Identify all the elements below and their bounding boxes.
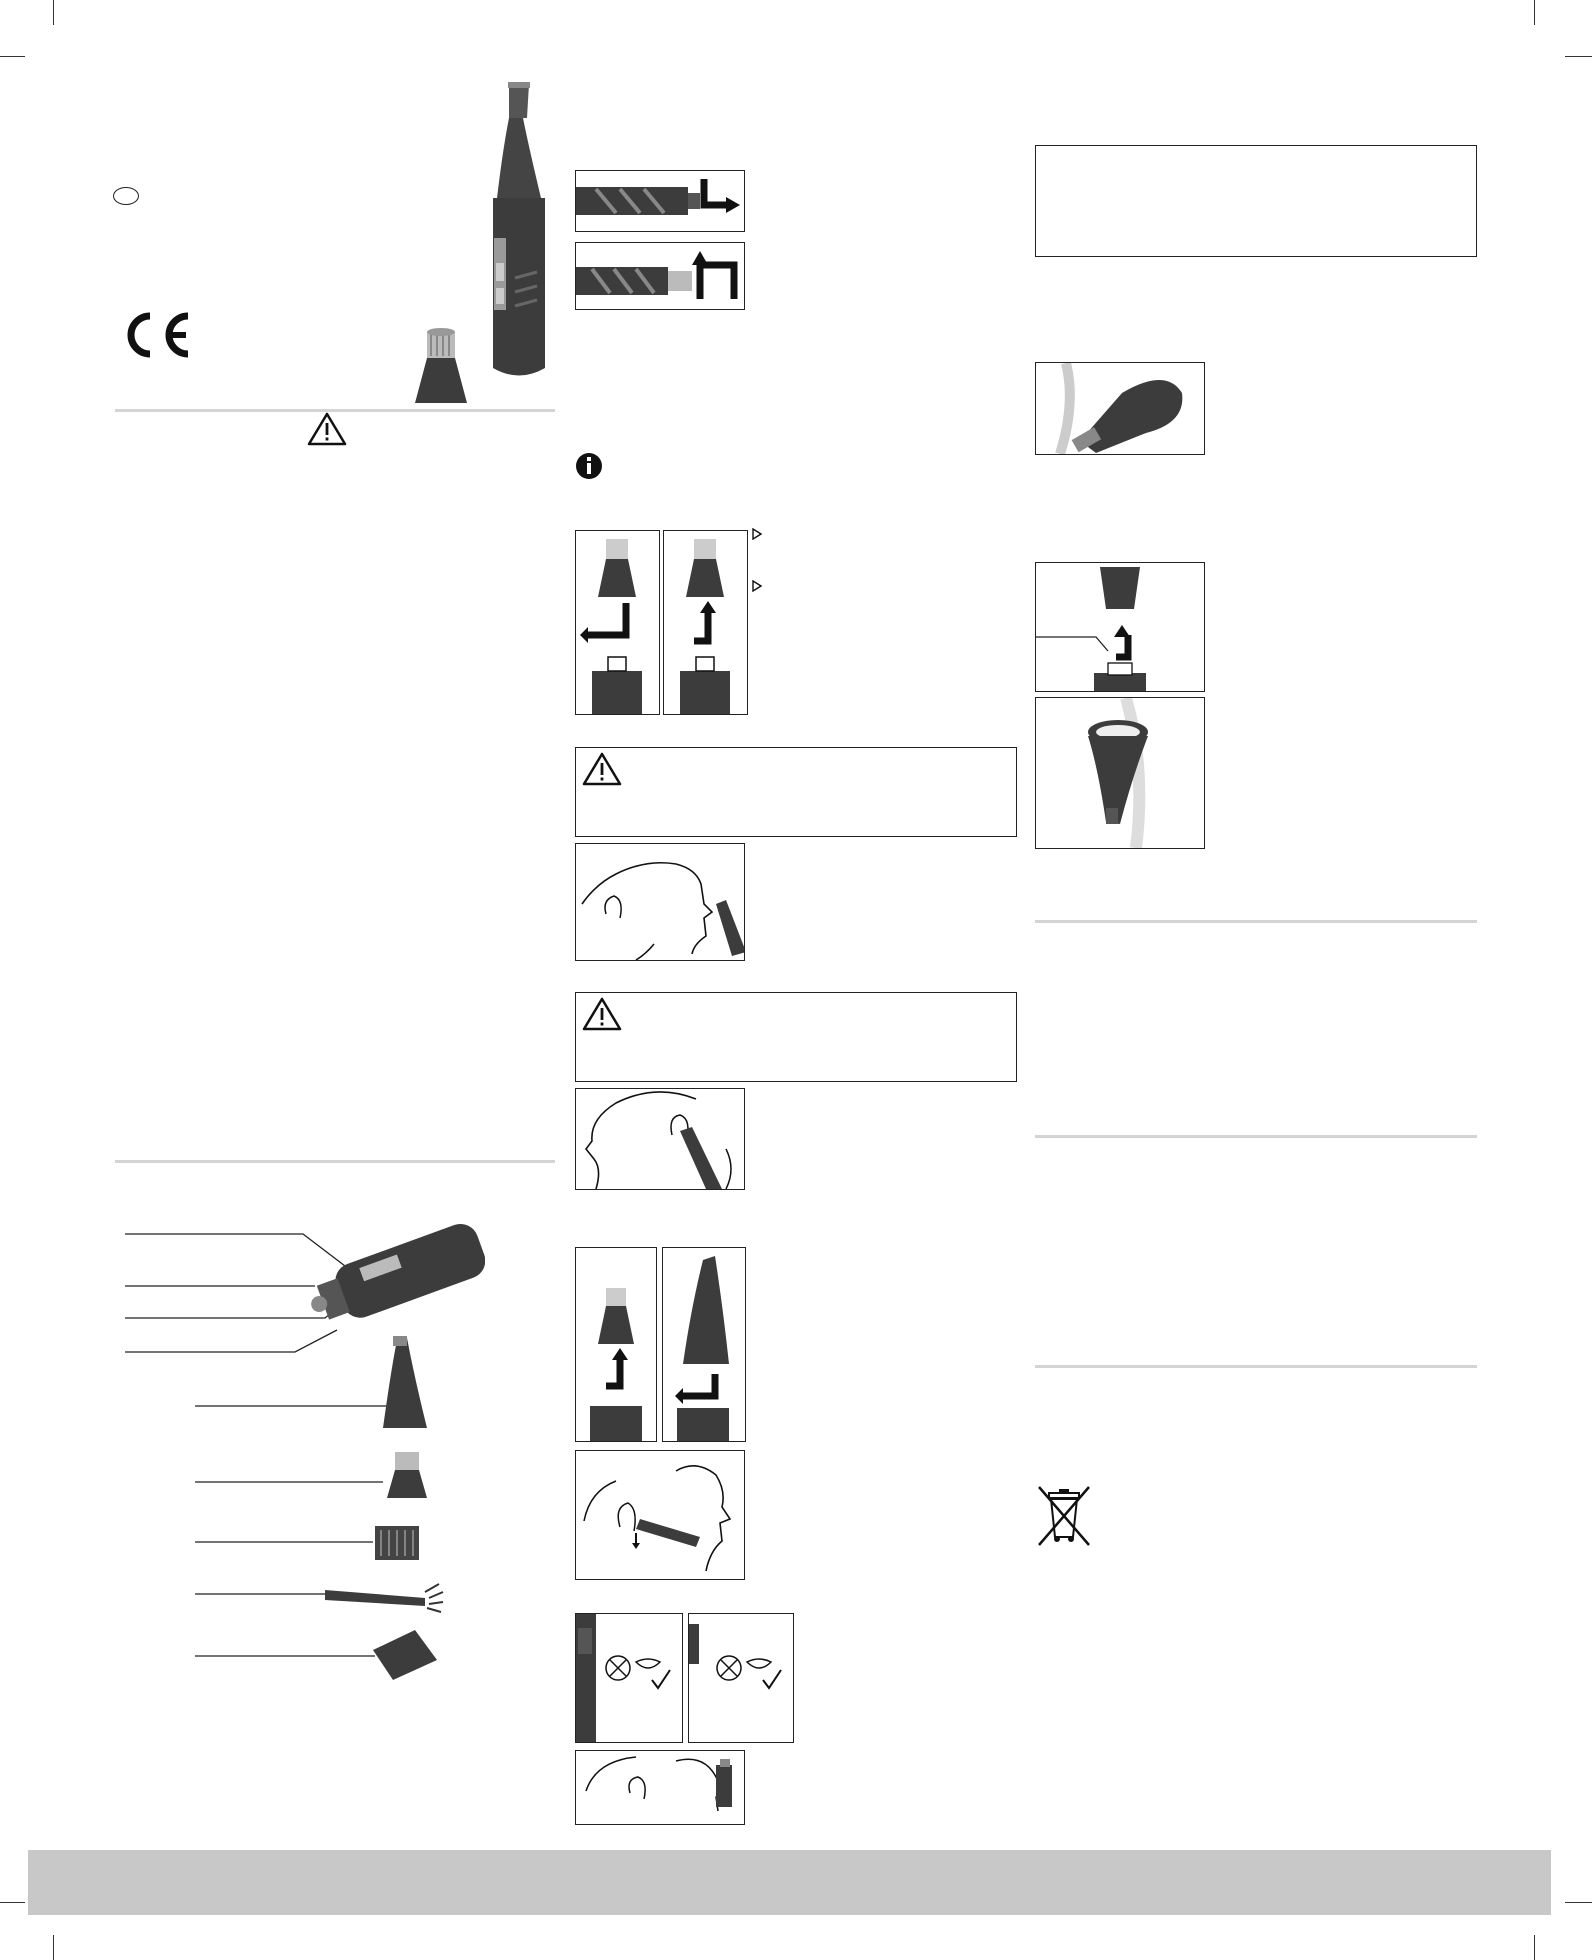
crossed-out-wheelie-bin-icon xyxy=(1035,1485,1093,1547)
crop-mark xyxy=(0,56,25,57)
warning-triangle-icon xyxy=(582,752,622,786)
crop-mark xyxy=(1565,56,1592,57)
section-divider xyxy=(115,1160,555,1163)
attach-detail-head-illustration xyxy=(662,1247,746,1442)
ear-warning-box xyxy=(575,992,1017,1082)
remove-rotary-head-illustration xyxy=(575,1247,657,1442)
crop-mark xyxy=(53,0,54,25)
trimmer-product-image xyxy=(405,78,565,408)
rotary-head-attach-illustration xyxy=(575,530,660,715)
bullet-triangle-icon xyxy=(752,580,762,592)
crop-mark xyxy=(1534,0,1535,25)
remove-head-for-cleaning-illustration xyxy=(1035,562,1205,692)
sideburn-trimming-illustration xyxy=(575,1450,745,1580)
parts-diagram xyxy=(125,1220,485,1690)
section-divider xyxy=(1035,1135,1477,1138)
battery-insert-illustration xyxy=(575,170,745,232)
info-icon xyxy=(575,452,603,480)
ce-mark-icon xyxy=(116,310,192,360)
crop-mark xyxy=(0,1902,25,1903)
footer-band xyxy=(28,1850,1551,1915)
section-divider xyxy=(1035,1365,1477,1368)
crop-mark xyxy=(1565,1902,1592,1903)
eyebrow-trimming-illustration xyxy=(575,1613,683,1743)
eyebrow-trimming-alt-illustration xyxy=(688,1613,794,1743)
eyebrow-profile-illustration xyxy=(575,1750,745,1825)
ear-trimming-illustration xyxy=(575,1088,745,1190)
crop-mark xyxy=(53,1935,54,1960)
rinse-head-underwater-illustration xyxy=(1035,697,1205,849)
warning-triangle-icon xyxy=(307,412,347,446)
cleaning-notice-box xyxy=(1035,145,1477,257)
section-divider xyxy=(1035,920,1477,923)
nose-warning-box xyxy=(575,747,1017,837)
crop-mark xyxy=(1534,1935,1535,1960)
bullet-triangle-icon xyxy=(752,528,762,540)
rotary-head-remove-illustration xyxy=(663,530,748,715)
battery-remove-illustration xyxy=(575,242,745,310)
nose-trimming-illustration xyxy=(575,843,745,961)
language-oval-marker xyxy=(113,187,139,205)
warning-triangle-icon xyxy=(582,997,622,1031)
rinse-head-illustration xyxy=(1035,362,1205,455)
